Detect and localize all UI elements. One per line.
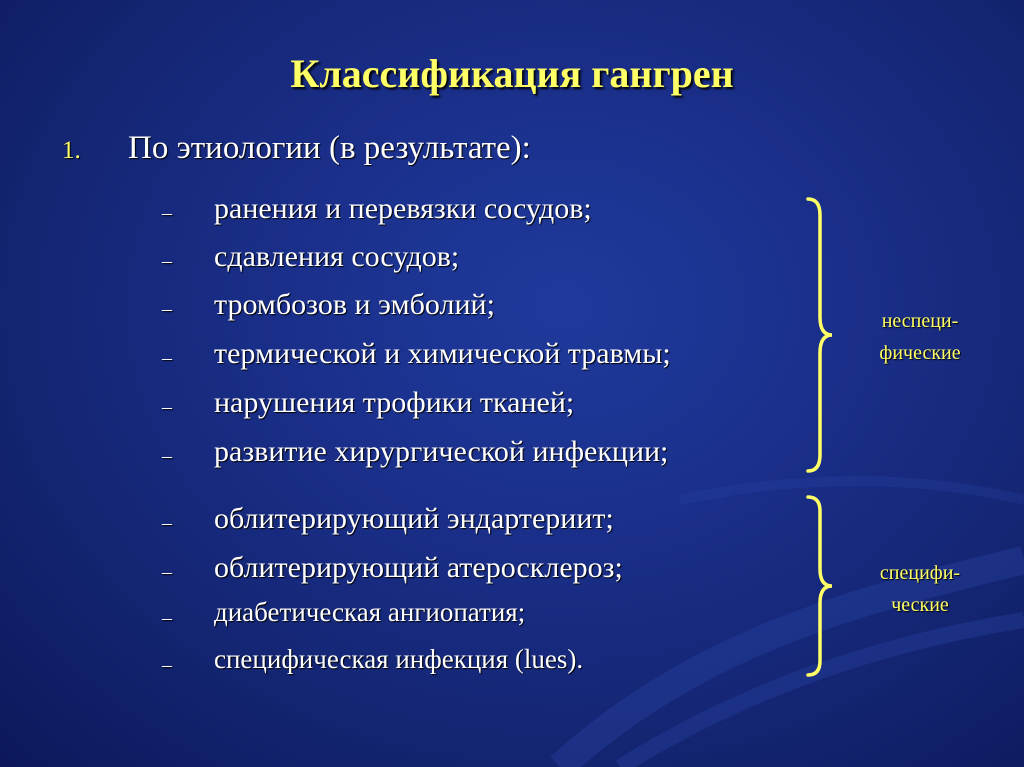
section-text: По этиологии (в результате): (128, 130, 531, 166)
list-item-text: специфическая инфекция (lues). (214, 644, 584, 674)
curly-brace-icon (802, 493, 836, 679)
bullet-dash: – (162, 512, 172, 534)
list-item-text: облитерирующий атеросклероз; (214, 551, 623, 584)
bullet-dash: – (162, 298, 172, 320)
list-item-text: диабетическая ангиопатия; (214, 597, 526, 627)
bullet-dash: – (162, 250, 172, 272)
bullet-dash: – (162, 347, 172, 369)
list-item-text: термической и химической травмы; (214, 337, 671, 370)
list-item-text: тромбозов и эмболий; (214, 288, 495, 321)
bullet-dash: – (162, 445, 172, 467)
group-label-specific (850, 557, 990, 621)
group-label-nonspecific (850, 305, 990, 369)
list-item-text: нарушения трофики тканей; (214, 386, 575, 419)
curly-brace-icon (802, 195, 836, 475)
slide-title: Классификация гангрен (290, 51, 734, 96)
list-item-text: ранения и перевязки сосудов; (214, 192, 592, 225)
group-label-line: неспеци- (881, 310, 959, 332)
bullet-dash: – (162, 607, 172, 629)
group-label-line: фические (879, 342, 961, 364)
list-item-text: развитие хирургической инфекции; (214, 435, 669, 468)
bullet-dash: – (162, 561, 172, 583)
group-label-line: специфи- (879, 562, 961, 584)
list-item-text: облитерирующий эндартериит; (214, 502, 614, 535)
bullet-dash: – (162, 396, 172, 418)
bullet-dash: – (162, 202, 172, 224)
section-number: 1. (62, 137, 81, 164)
group-label-line: ческие (891, 594, 949, 616)
bullet-dash: – (162, 654, 172, 676)
list-item-text: сдавления сосудов; (214, 240, 460, 273)
